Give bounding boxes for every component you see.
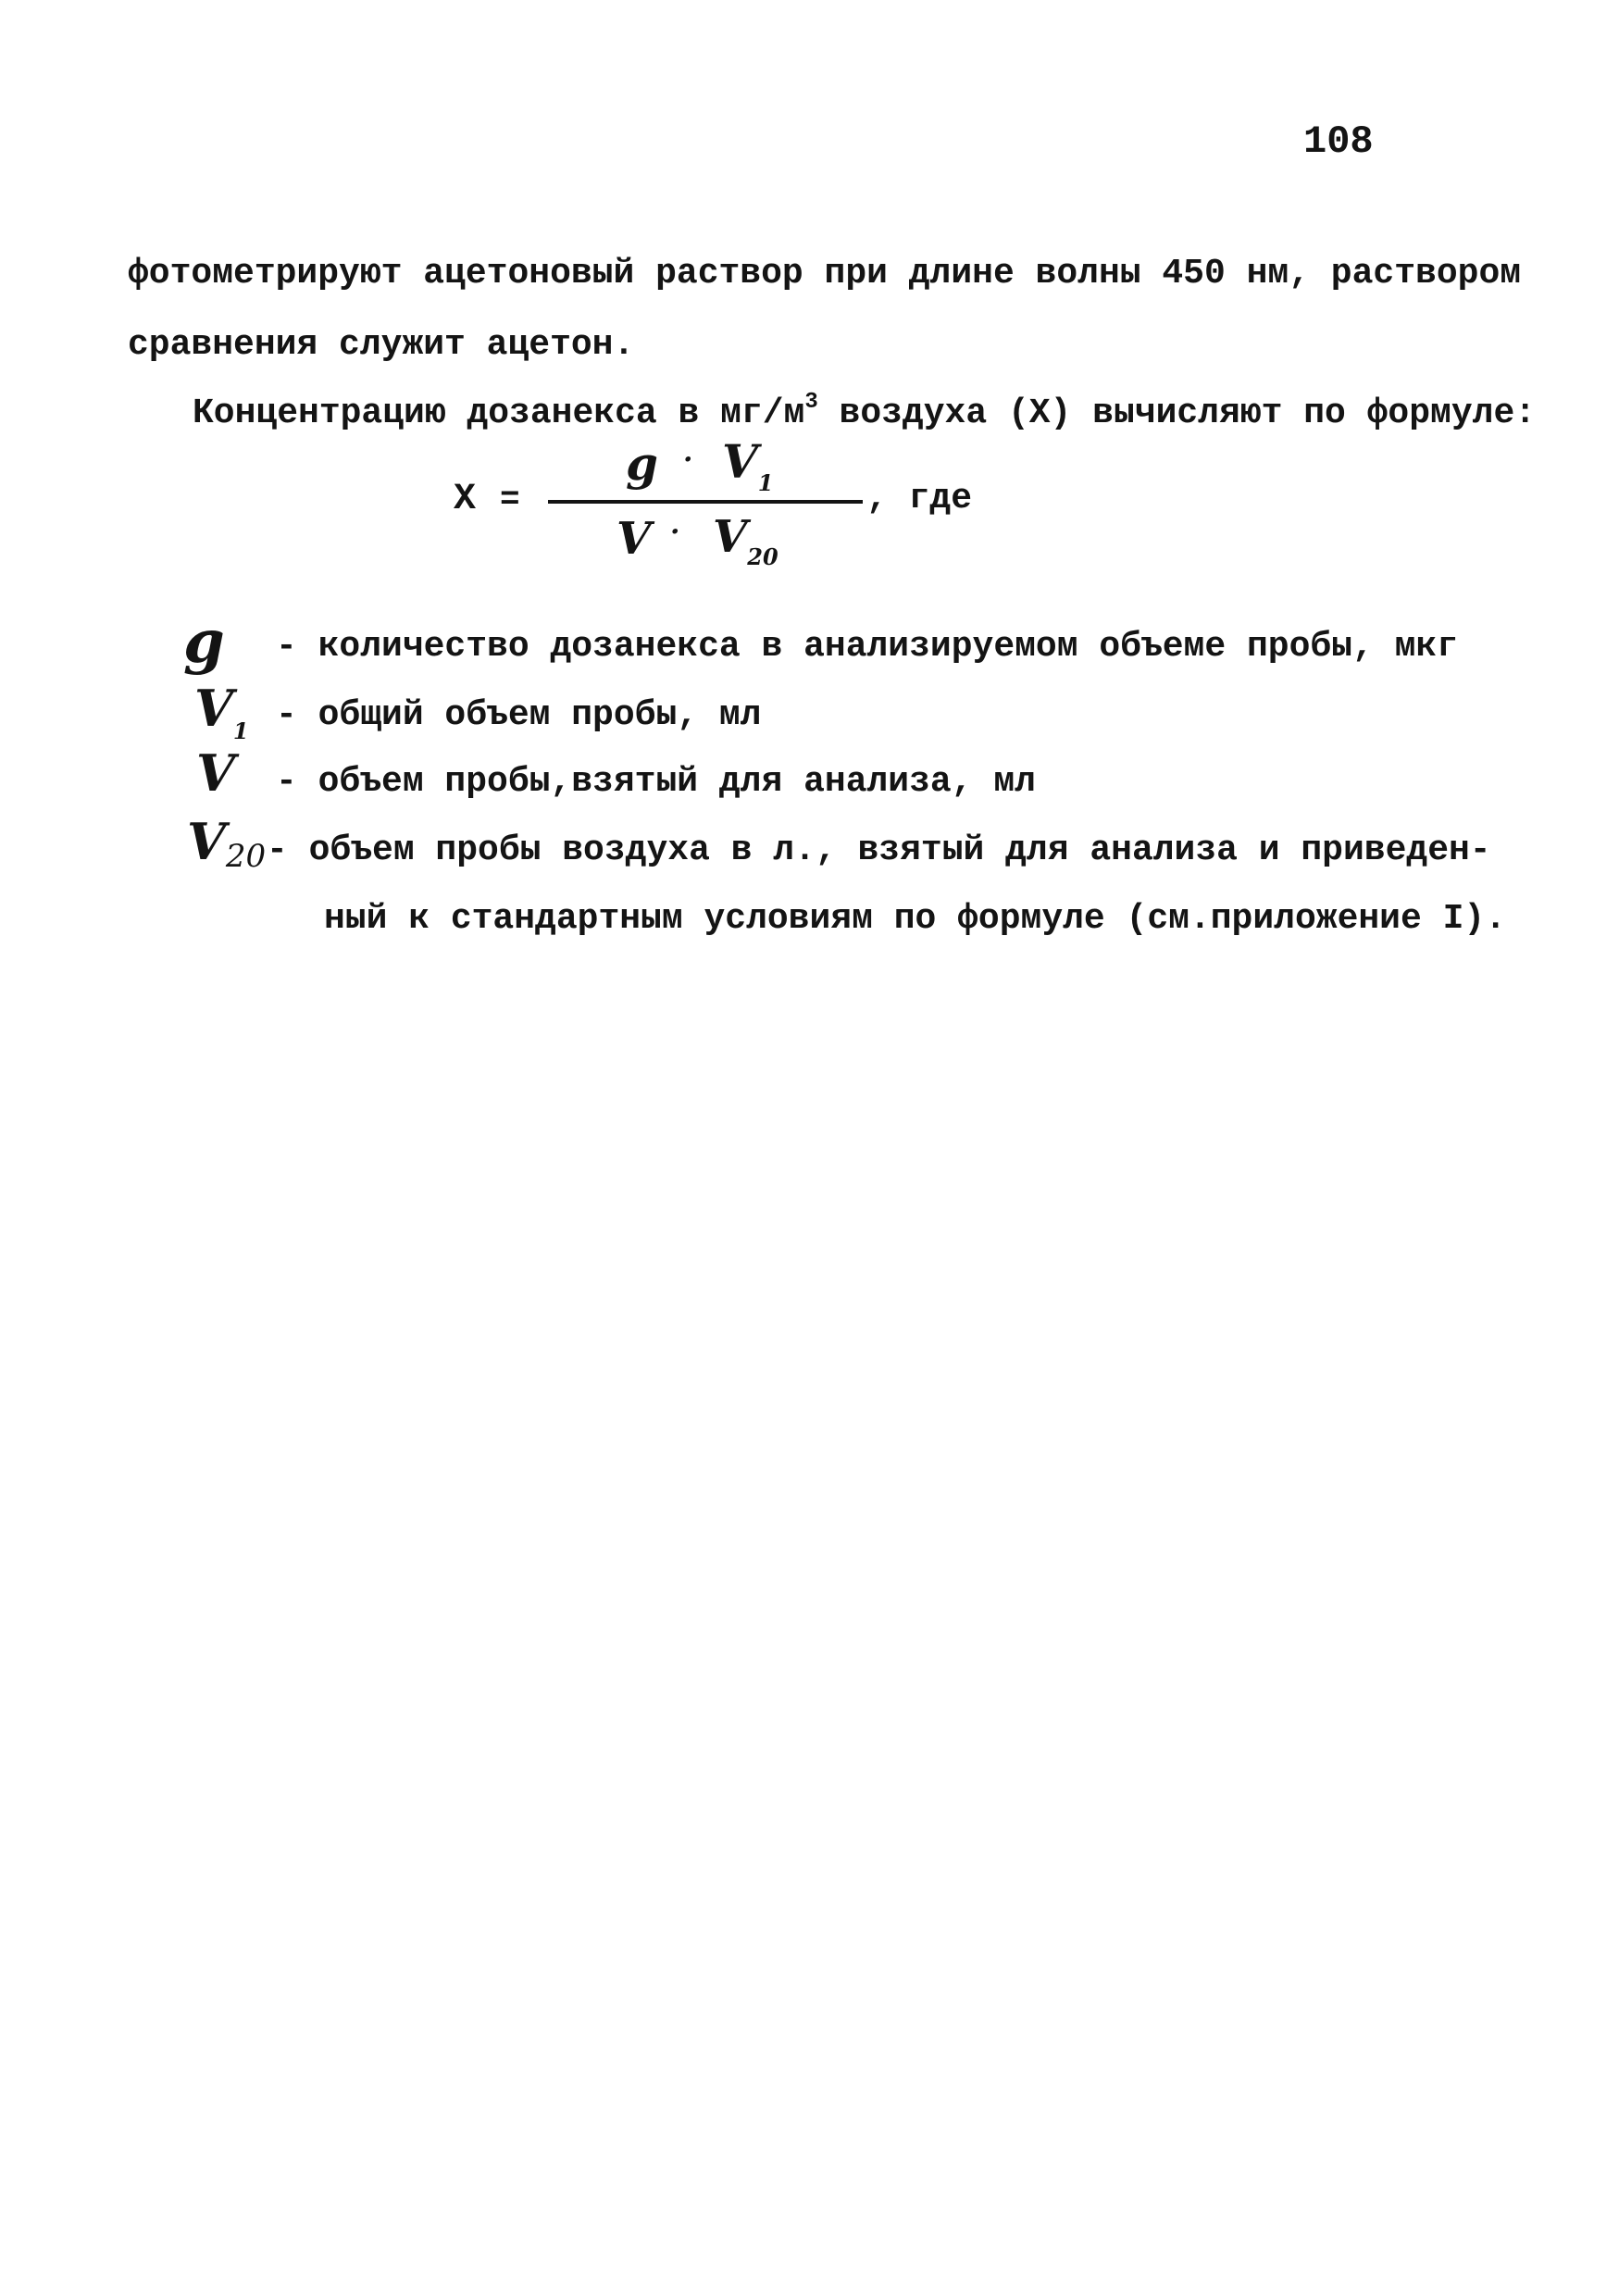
- formula-lhs: X: [454, 479, 477, 520]
- legend-symbol-v20: [187, 812, 267, 875]
- formula-numerator-v-subscript: 1: [757, 469, 774, 496]
- page-number: 108: [1303, 119, 1374, 164]
- formula-denominator-dot: ·: [670, 516, 680, 548]
- legend-definition-v20: - объем пробы воздуха в л., взятый для анализа и приведен-: [267, 830, 1491, 870]
- formula-denominator-v20: [713, 511, 778, 570]
- formula-intro: [193, 390, 1537, 433]
- legend-symbol-v20-subscript: 20: [225, 838, 267, 875]
- formula-numerator-dot: ·: [683, 443, 693, 476]
- legend-symbol-v1-subscript: 1: [232, 718, 249, 744]
- legend-symbol-v: V: [196, 743, 235, 803]
- formula-denominator-v: V: [616, 513, 652, 565]
- formula-intro-before: Концентрацию дозанекса в мг/м: [193, 393, 805, 433]
- legend-definition-v1: - общий объем пробы, мл: [276, 695, 762, 735]
- legend-definition-v: - объем пробы,взятый для анализа, мл: [276, 762, 1036, 802]
- legend-symbol-v1-letter: V: [194, 679, 233, 738]
- paragraph-line-2: сравнения служит ацетон.: [128, 325, 635, 365]
- formula-numerator-v: V: [722, 434, 758, 489]
- formula-numerator-g: g: [626, 436, 658, 491]
- legend-definition-v20-continuation: ный к стандартным условиям по формуле (см.приложение I).: [324, 899, 1507, 939]
- legend-symbol-v1: [194, 679, 249, 744]
- formula-denominator-v20-symbol: V: [713, 511, 748, 563]
- formula-equals: =: [500, 480, 520, 518]
- legend-definition-g: - количество дозанекса в анализируемом объеме пробы, мкг: [276, 627, 1459, 667]
- formula-tail: , где: [866, 479, 973, 518]
- formula-intro-superscript: 3: [804, 390, 818, 415]
- paragraph-line-1: фотометрируют ацетоновый раствор при длине волны 450 нм, раствором: [128, 254, 1522, 293]
- formula-denominator-v20-subscript: 20: [747, 543, 778, 570]
- fraction-bar: [548, 500, 863, 504]
- formula-numerator-v1: [722, 434, 774, 496]
- legend-symbol-v20-letter: V: [187, 812, 226, 871]
- legend-symbol-g: g: [183, 607, 225, 677]
- formula-intro-after: воздуха (X) вычисляют по формуле:: [817, 393, 1537, 433]
